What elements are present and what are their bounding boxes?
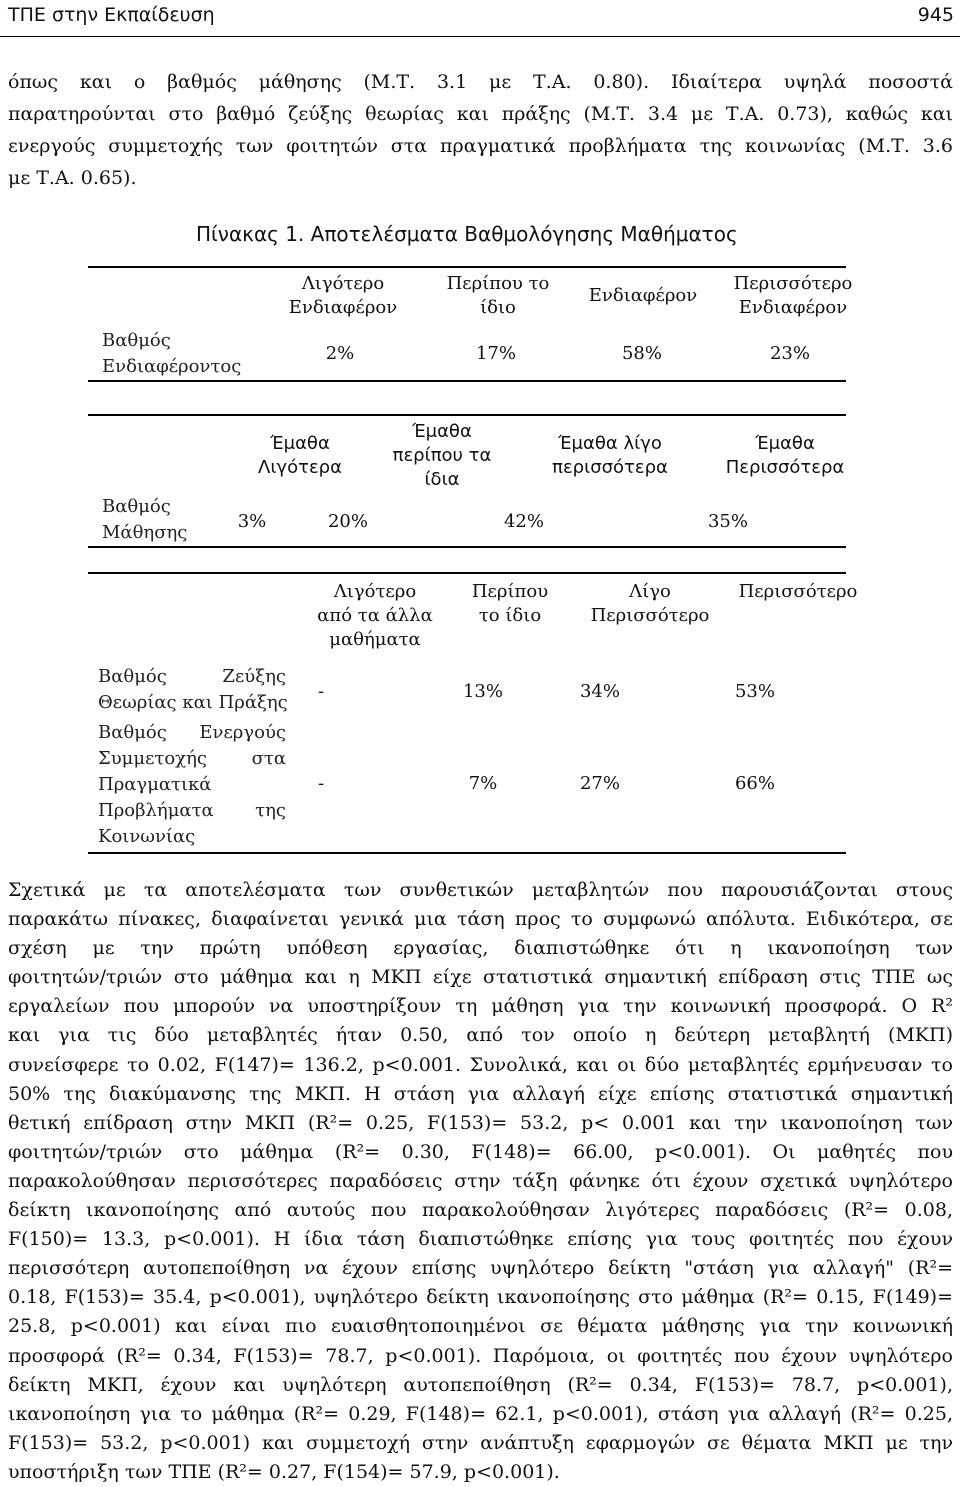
table3-row-label: Βαθμός Ενεργούς Συμμετοχής στα Πραγματικά Προβλήματα της Κοινωνίας [98, 722, 286, 847]
paragraph-line: 0.18, F(153)= 35.4, p<0.001), υψηλότερο δείκτη ικανοποίησης στο μάθημα (R²= 0.15, F(149)= [8, 1286, 953, 1309]
running-header [0, 0, 960, 37]
paragraph-line: 25.8, p<0.001) και είναι πιο ευαισθητοποιημένοι σε θέματα μάθησης για την κοινωνική [8, 1315, 953, 1338]
paragraph-line: παρακολούθησαν περισσότερες παραδόσεις στην τάξη φάνηκε ότι έχουν σχετικά υψηλότερο [8, 1169, 953, 1192]
table3-header-same: Περίπου το ίδιο [471, 581, 549, 626]
journal-title: ΤΠΕ στην Εκπαίδευση [8, 4, 215, 26]
paragraph-line: δείκτη ικανοποίησης από αυτούς που παρακολούθησαν λιγότερες παραδόσεις (R²= 0.08, [8, 1199, 953, 1222]
intro-line: παρατηρούνται στο βαθμό ζεύξης θεωρίας και πράξης (Μ.Τ. 3.4 με Τ.Α. 0.73), καθώς και [8, 103, 953, 125]
table3-value: 53% [734, 681, 775, 702]
paragraph-line: περισσότερη αυτοπεποίθηση να έχουν επίσης υψηλότερο δείκτη "στάση για αλλαγή" (R²= [8, 1257, 953, 1280]
paragraph-line: 50% της διακύμανσης της ΜΚΠ. Η στάση για αλλαγή είχε επίσης στατιστικά σημαντική [8, 1082, 953, 1105]
table2-value: 42% [503, 511, 544, 532]
table2-header-more: Έμαθα Περισσότερα [725, 433, 845, 478]
table2-value: 35% [707, 511, 748, 532]
results-paragraph [8, 876, 953, 1487]
table1-header-less: Λιγότερο Ενδιαφέρον [288, 273, 398, 318]
paragraph-line: παρακάτω πίνακες, διαφαίνεται γενικά μια τάση προς το συμφωνώ απόλυτα. Ειδικότερα, σε [8, 908, 953, 931]
paragraph-line: ικανοποίηση για το μάθημα (R²= 0.29, F(148)= 62.1, p<0.001), στάση για αλλαγή (R²= 0.25, [8, 1402, 953, 1425]
table3-header-little-more: Λίγο Περισσότερο [590, 581, 710, 626]
table1-value: 2% [325, 343, 355, 364]
table2-header-little-more: Έμαθα λίγο περισσότερα [552, 433, 668, 478]
page-number: 945 [917, 4, 954, 26]
paragraph-line: συνείσφερε το 0.02, F(147)= 136.2, p<0.001. Συνολικά, και οι δύο μεταβλητές ερμήνευσαν το [8, 1053, 953, 1076]
table3-value: 13% [462, 681, 503, 702]
table-caption: Πίνακας 1. Αποτελέσματα Βαθμολόγησης Μαθήματος [196, 222, 738, 246]
paragraph-line: εργαλείων που μπορούν να υποστηρίξουν τη μάθηση για την κοινωνική προσφορά. Ο R² [8, 995, 953, 1018]
table3-header-less: Λιγότερο από τα άλλα μαθήματα [317, 581, 433, 650]
table3-value: - [317, 681, 325, 702]
paragraph-line: δείκτη ΜΚΠ, έχουν και υψηλότερη αυτοπεποίθηση (R²= 0.34, F(153)= 78.7, p<0.001), [8, 1373, 953, 1396]
table2-header-same: Έμαθα περίπου τα ίδια [392, 421, 492, 490]
table3-bottom-rule [88, 852, 846, 854]
table3-value: 27% [579, 773, 620, 794]
intro-paragraph [8, 66, 953, 194]
table2-bottom-rule [88, 546, 846, 548]
paragraph-line: φοιτητών/τριών στο μάθημα (R²= 0.30, F(148)= 66.00, p<0.001). Οι μαθητές που [8, 1140, 953, 1163]
paragraph-line: Σχετικά με τα αποτελέσματα των συνθετικών μεταβλητών που παρουσιάζονται στους [8, 879, 953, 901]
table1-top-rule [88, 266, 846, 268]
intro-line: με Τ.Α. 0.65). [8, 167, 137, 189]
table1-row-label: Βαθμός Ενδιαφέροντος [102, 330, 242, 377]
table2-top-rule [88, 414, 846, 416]
paragraph-line: φοιτητών/τριών στο μάθημα και η ΜΚΠ είχε στατιστικά σημαντική επίδραση στις ΤΠΕ ως [8, 966, 953, 989]
paragraph-line: σχέση με την πρώτη υπόθεση εργασίας, διαπιστώθηκε ότι η ικανοποίηση των [8, 937, 953, 960]
table3-header-more: Περισσότερο [738, 581, 858, 602]
table2-header-less: Έμαθα Λιγότερα [258, 433, 342, 478]
intro-line: όπως και ο βαθμός μάθησης (Μ.Τ. 3.1 με Τ.Α. 0.80). Ιδιαίτερα υψηλά ποσοστά [8, 71, 953, 93]
table1-value: 58% [621, 343, 662, 364]
table3-value: 34% [579, 681, 620, 702]
paragraph-line: F(150)= 13.3, p<0.001). Η ίδια τάση διαπιστώθηκε επίσης για τους φοιτητές που έχουν [8, 1228, 953, 1251]
paragraph-line: υποστήριξη των ΤΠΕ (R²= 0.27, F(154)= 57.9, p<0.001). [8, 1460, 560, 1483]
paragraph-line: προσφορά (R²= 0.34, F(153)= 78.7, p<0.001). Παρόμοια, οι φοιτητές που έχουν υψηλότερο [8, 1344, 953, 1367]
paragraph-line: θετική επίδραση στην ΜΚΠ (R²= 0.25, F(153)= 53.2, p< 0.001 και την ικανοποίηση των [8, 1111, 953, 1134]
table3-value: 66% [734, 773, 775, 794]
table1-header-interest: Ενδιαφέρον [588, 285, 698, 306]
table1-value: 23% [769, 343, 810, 364]
intro-line: ενεργούς συμμετοχής των φοιτητών στα πραγματικά προβλήματα της κοινωνίας (Μ.Τ. 3.6 [8, 135, 953, 157]
table2-value: 3% [237, 511, 267, 532]
table3-value: 7% [468, 773, 498, 794]
paragraph-line: F(153)= 53.2, p<0.001) και συμμετοχή στην ανάπτυξη εφαρμογών σε θέματα ΜΚΠ με την [8, 1431, 953, 1454]
table3-value: - [317, 773, 325, 794]
table1-header-more: Περισσότερο Ενδιαφέρον [733, 273, 853, 318]
table3-top-rule [88, 572, 846, 574]
table2-row-label: Βαθμός Μάθησης [102, 496, 188, 543]
table1-bottom-rule [88, 380, 846, 382]
table1-header-same: Περίπου το ίδιο [446, 273, 550, 318]
table3-row-label: Βαθμός Ζεύξης Θεωρίας και Πράξης [98, 666, 288, 713]
paragraph-line: και για τις δύο μεταβλητές ήταν 0.50, από τον οποίο η δεύτερη μεταβλητή (ΜΚΠ) [8, 1024, 953, 1047]
table2-value: 20% [327, 511, 368, 532]
table1-value: 17% [475, 343, 516, 364]
